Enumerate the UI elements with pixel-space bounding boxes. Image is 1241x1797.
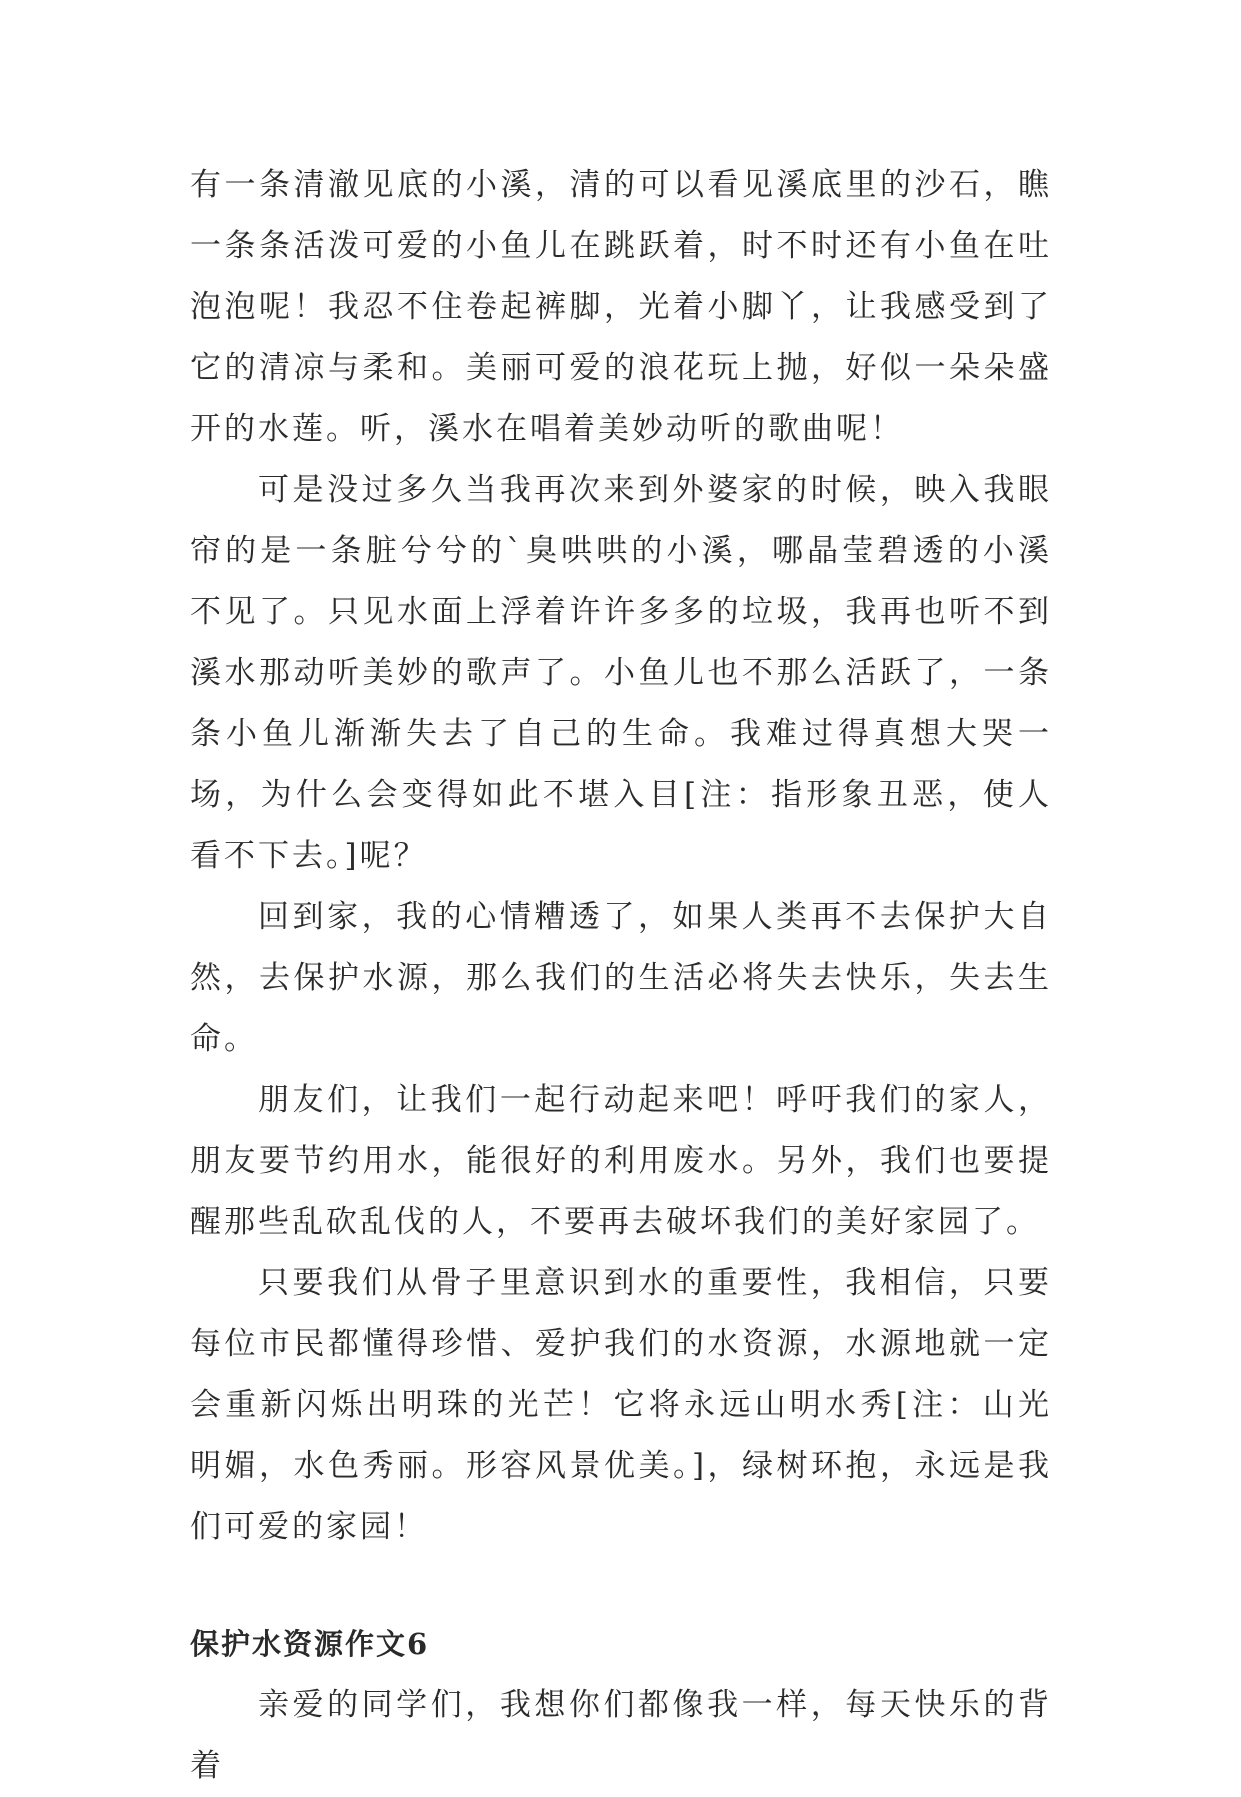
section-heading: 保护水资源作文6	[190, 1627, 430, 1661]
paragraph-section-intro: 亲爱的同学们，我想你们都像我一样，每天快乐的背着	[190, 1687, 1052, 1784]
paragraph-stream-description: 有一条清澈见底的小溪，清的可以看见溪底里的沙石，瞧一条条活泼可爱的小鱼儿在跳跃着，时不时还有小鱼在吐泡泡呢！我忍不住卷起裤脚，光着小脚丫，让我感受到了它的清凉与柔和。美丽可爱的浪花玩上抛，好似一朵朵盛开的水莲。听，溪水在唱着美妙动听的歌曲呢！	[190, 167, 1052, 447]
paragraph-stream-polluted: 可是没过多久当我再次来到外婆家的时候，映入我眼帘的是一条脏兮兮的`臭哄哄的小溪，哪晶莹碧透的小溪不见了。只见水面上浮着许许多多的垃圾，我再也听不到溪水那动听美妙的歌声了。小鱼儿也不那么活跃了，一条条小鱼儿渐渐失去了自己的生命。我难过得真想大哭一场，为什么会变得如此不堪入目[注：指形象丑恶，使人看不下去。]呢？	[190, 472, 1052, 874]
paragraph-conclusion: 只要我们从骨子里意识到水的重要性，我相信，只要每位市民都懂得珍惜、爱护我们的水资源，水源地就一定会重新闪烁出明珠的光芒！它将永远山明水秀[注：山光明媚，水色秀丽。形容风景优美。]，绿树环抱，永远是我们可爱的家园！	[190, 1265, 1052, 1545]
document-body	[190, 155, 1052, 1797]
paragraph-call-to-action: 朋友们，让我们一起行动起来吧！呼吁我们的家人，朋友要节约用水，能很好的利用废水。另外，我们也要提醒那些乱砍乱伐的人，不要再去破坏我们的美好家园了。	[190, 1082, 1052, 1240]
paragraph-back-home: 回到家，我的心情糟透了，如果人类再不去保护大自然，去保护水源，那么我们的生活必将失去快乐，失去生命。	[190, 899, 1052, 1057]
